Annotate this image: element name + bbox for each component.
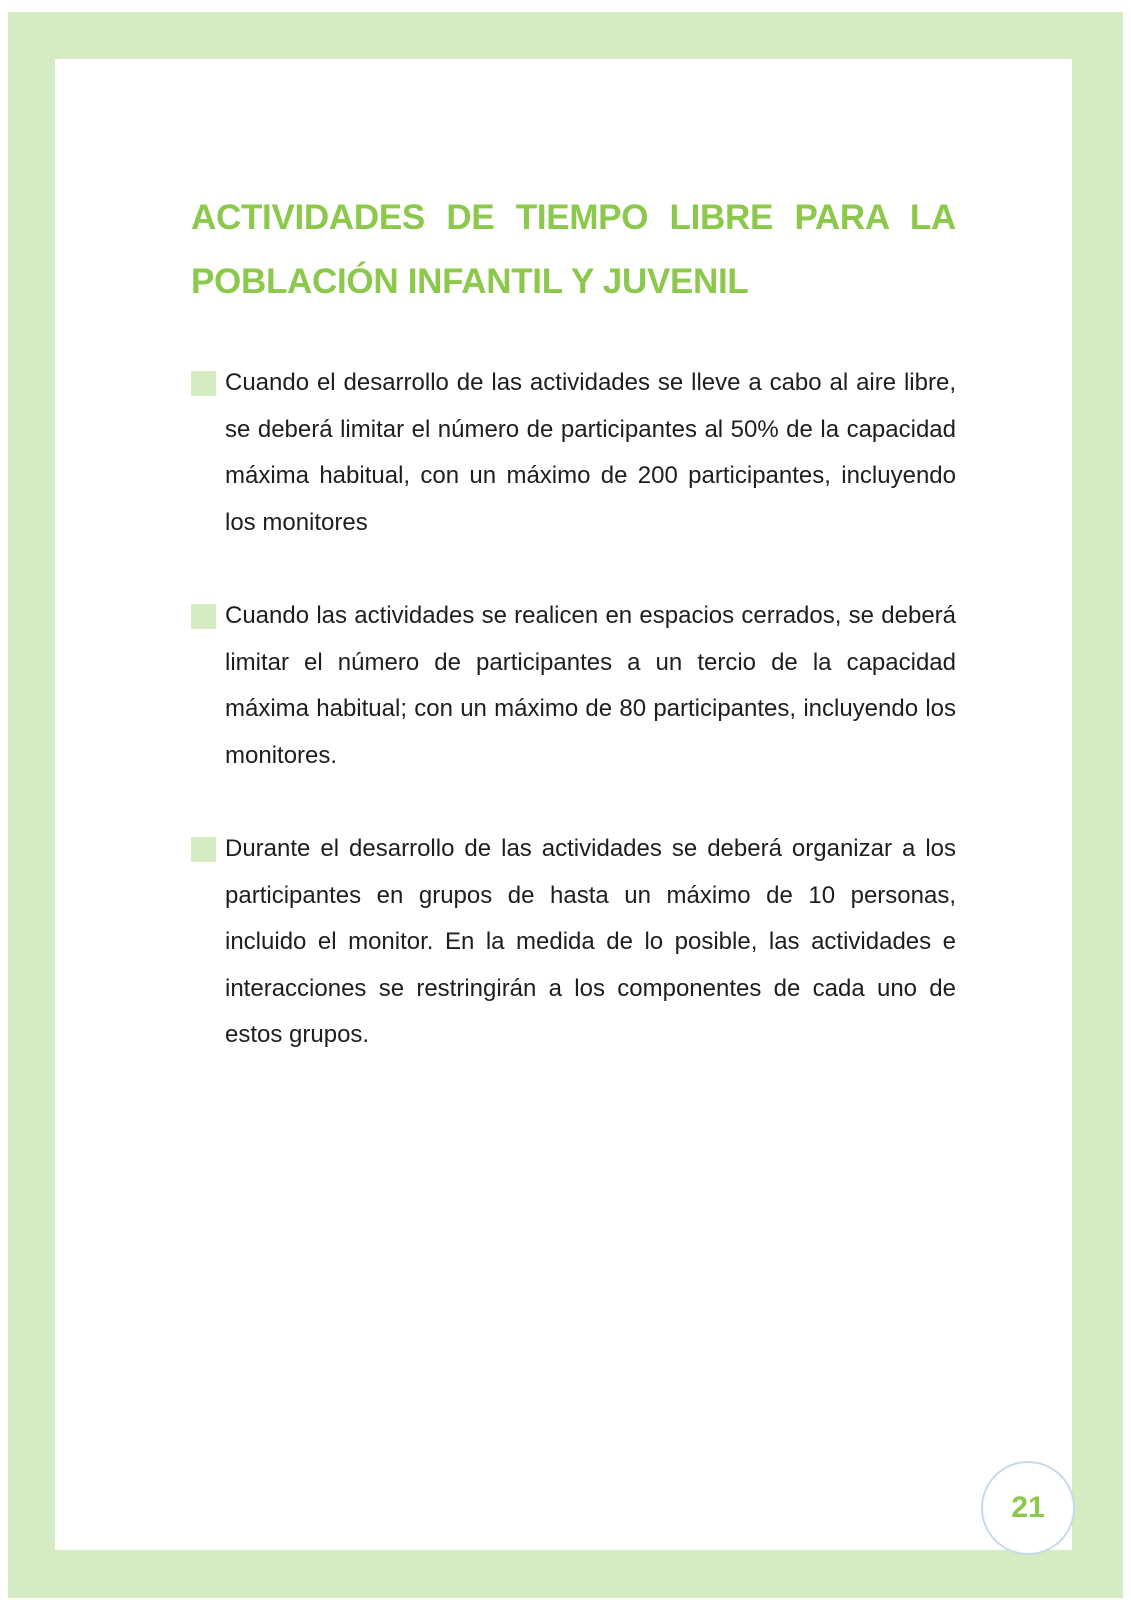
square-bullet-icon [191,604,216,629]
list-item-text: Cuando las actividades se realicen en espacios cerrados, se deberá limitar el número de participantes a un tercio de la capacidad máxima habitual; con un máximo de 80 participantes, incluyendo los monitores. [225,602,956,769]
square-bullet-icon [191,371,216,396]
list-item [191,593,956,779]
list-item [191,826,956,1059]
list-item-text: Durante el desarrollo de las actividades se deberá organizar a los participantes en grupos de hasta un máximo de 10 personas, incluido el monitor. En la medida de lo posible, las actividades e interacciones se restringirán a los componentes de cada uno de estos grupos. [225,835,956,1048]
list-item [191,360,956,546]
page-title: ACTIVIDADES DE TIEMPO LIBRE PARA LA POBLACIÓN INFANTIL Y JUVENIL [191,198,956,301]
bullet-list [191,360,956,1106]
page-number-badge [981,1461,1075,1555]
list-item-text: Cuando el desarrollo de las actividades se lleve a cabo al aire libre, se deberá limitar el número de participantes al 50% de la capacidad máxima habitual, con un máximo de 200 participantes, incluyendo los monitores [225,369,956,536]
page-number: 21 [1011,1491,1045,1524]
square-bullet-icon [191,837,216,862]
